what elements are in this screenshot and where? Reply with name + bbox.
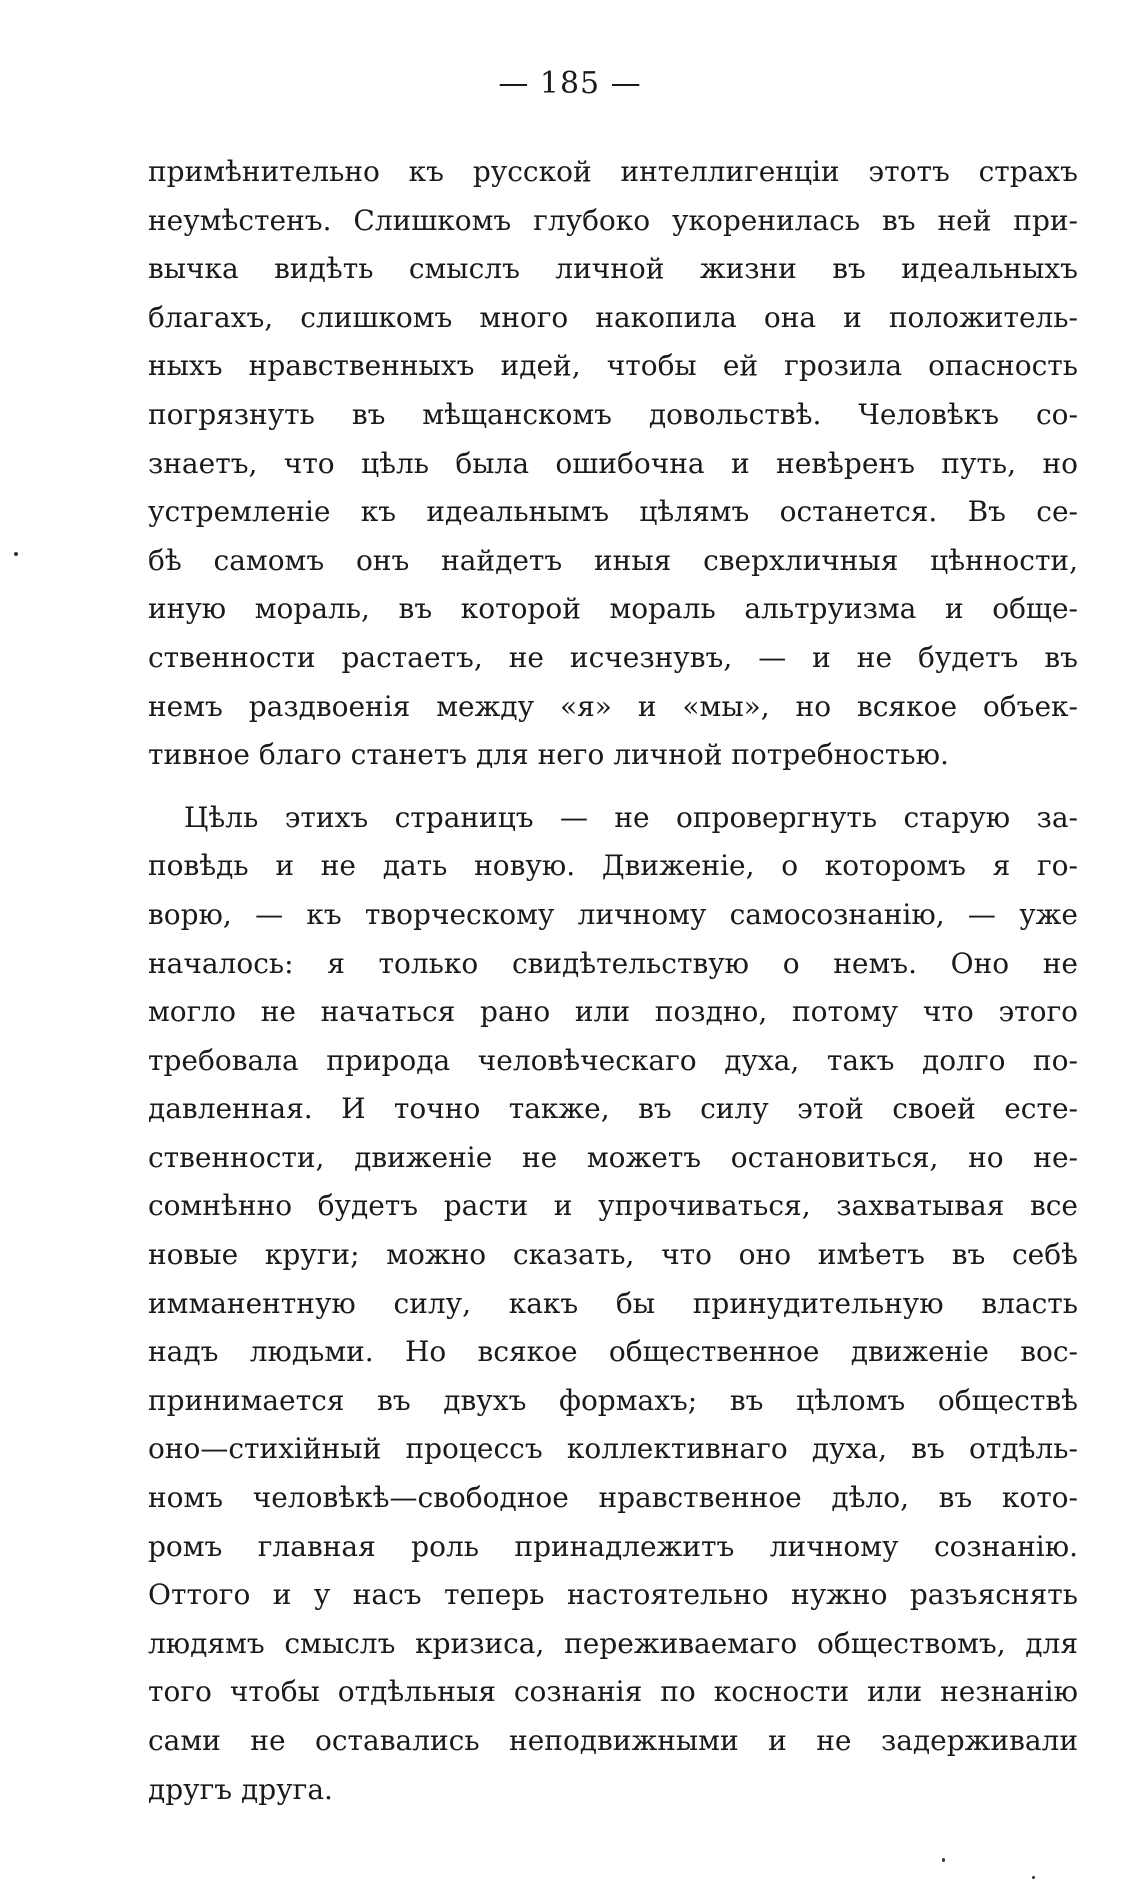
text-line: началось: я только свидѣтельствую о немъ. Оно не [148, 946, 1078, 980]
scan-speck [14, 552, 18, 556]
text-line: бѣ самомъ онъ найдетъ иныя сверхличныя цѣнности, [148, 543, 1078, 577]
text-line: погрязнуть въ мѣщанскомъ довольствѣ. Человѣкъ со- [148, 397, 1078, 431]
text-line: ныхъ нравственныхъ идей, чтобы ей грозила опасность [148, 349, 1078, 383]
text-line: знаетъ, что цѣль была ошибочна и невѣренъ путь, но [148, 446, 1078, 480]
text-line: иную мораль, въ которой мораль альтруизма и обще- [148, 592, 1078, 626]
text-line: ворю, — къ творческому личному самосознанію, — уже [148, 897, 1078, 931]
text-line: давленная. И точно также, въ силу этой своей есте- [148, 1092, 1078, 1126]
text-line: немъ раздвоенія между «я» и «мы», но всякое объек- [148, 689, 1078, 723]
text-line: сами не оставались неподвижными и не задерживали [148, 1724, 1078, 1757]
text-line: примѣнительно къ русской интеллигенціи этотъ страхъ [148, 155, 1078, 188]
text-line: благахъ, слишкомъ много накопила она и положитель- [148, 300, 1078, 334]
scan-speck [942, 1858, 945, 1862]
body-text [148, 148, 1078, 1814]
text-line: сомнѣнно будетъ расти и упрочиваться, захватывая все [148, 1189, 1078, 1223]
text-line: тивное благо станетъ для него личной потребностью. [148, 738, 949, 772]
paragraph-1 [148, 148, 1078, 780]
text-line: повѣдь и не дать новую. Движеніе, о которомъ я го- [148, 849, 1078, 883]
scan-speck [1032, 1876, 1035, 1879]
text-line: ственности, движеніе не можетъ остановиться, но не- [148, 1140, 1078, 1174]
text-line: устремленіе къ идеальнымъ цѣлямъ останется. Въ се- [148, 495, 1078, 529]
text-line: имманентную силу, какъ бы принудительную власть [148, 1286, 1078, 1320]
text-line: Цѣль этихъ страницъ — не опровергнуть старую за- [184, 800, 1078, 834]
text-line: оно—стихійный процессъ коллективнаго духа, въ отдѣль- [148, 1432, 1078, 1466]
text-line: требовала природа человѣческаго духа, такъ долго по- [148, 1043, 1078, 1077]
text-line: вычка видѣть смыслъ личной жизни въ идеальныхъ [148, 252, 1078, 286]
text-line: людямъ смыслъ кризиса, переживаемаго обществомъ, для [148, 1626, 1078, 1660]
text-line: принимается въ двухъ формахъ; въ цѣломъ обществѣ [148, 1383, 1078, 1417]
text-line: номъ человѣкѣ—свободное нравственное дѣло, въ кото- [148, 1481, 1078, 1515]
text-line: ромъ главная роль принадлежитъ личному сознанію. [148, 1529, 1078, 1563]
text-line: того чтобы отдѣльныя сознанія по косности или незнанію [148, 1675, 1078, 1709]
paragraph-gap [148, 780, 1078, 794]
page-number: — 185 — [498, 66, 642, 101]
paragraph-2 [148, 794, 1078, 1814]
text-line: другъ друга. [148, 1772, 333, 1806]
text-line: неумѣстенъ. Слишкомъ глубоко укоренилась въ ней при- [148, 203, 1078, 237]
text-line: могло не начаться рано или поздно, потому что этого [148, 995, 1078, 1029]
text-line: новые круги; можно сказать, что оно имѣетъ въ себѣ [148, 1238, 1078, 1272]
text-line: ственности растаетъ, не исчезнувъ, — и не будетъ въ [148, 640, 1078, 674]
text-line: надъ людьми. Но всякое общественное движеніе вос- [148, 1335, 1078, 1369]
text-line: Оттого и у насъ теперь настоятельно нужно разъяснять [148, 1578, 1078, 1612]
